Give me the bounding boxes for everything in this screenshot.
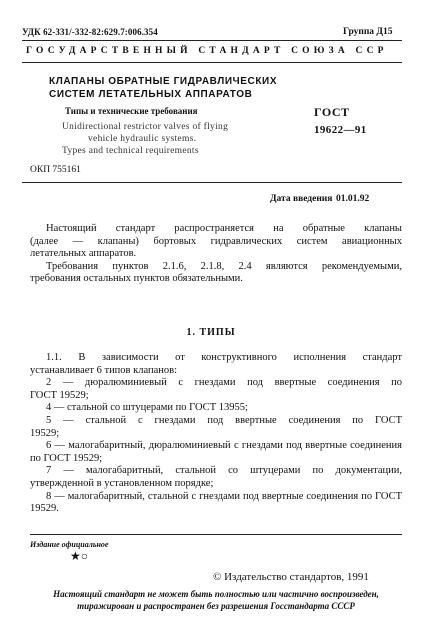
intro-text: [30, 223, 402, 286]
intro-p2-line1: Требования пунктов 2.1.6, 2.1.8, 2.4 являются рекомендуемыми,: [46, 260, 402, 272]
section-line: устанавливает 6 типов клапанов:: [30, 364, 178, 376]
gost-number: 19622—91: [314, 124, 367, 136]
title-line-2: СИСТЕМ ЛЕТАТЕЛЬНЫХ АППАРАТОВ: [49, 89, 253, 100]
section-line: ГОСТ 19529;: [30, 389, 89, 401]
intro-date-label: Дата введения: [270, 194, 333, 204]
section-text: [30, 352, 402, 516]
section-line: 7 — малогабаритный, стальной со штуцерами по документации,: [46, 465, 402, 477]
english-title-line-3: Types and technical requirements: [62, 146, 199, 156]
notice-line-1: Настоящий стандарт не может быть полностью или частично воспроизведен,: [53, 589, 379, 599]
intro-p1-line1: Настоящий стандарт распространяется на обратные клапаны: [46, 223, 402, 234]
intro-p1-line2: (далее — клапаны) бортовых гидравлических систем авиационных: [30, 235, 402, 247]
intro-p2-line2: требования остальных пунктов обязательными.: [30, 273, 243, 285]
top-rule: [22, 40, 402, 41]
section-line: 19529;: [30, 427, 60, 439]
notice-line-2: тиражирован и распространен без разрешения Госстандарта СССР: [77, 601, 355, 611]
date-rule: [22, 182, 402, 183]
gost-label: ГОСТ: [314, 105, 350, 119]
star-circle-icon: ★○: [70, 549, 89, 563]
header-rule: [22, 62, 402, 63]
title-line-1: КЛАПАНЫ ОБРАТНЫЕ ГИДРАВЛИЧЕСКИХ: [49, 76, 278, 87]
footer-rule: [30, 534, 402, 535]
group-code: Группа Д15: [343, 27, 393, 37]
official-edition-label: Издание официальное: [30, 540, 109, 549]
section-line: 8 — малогабаритный, стальной с гнездами под ввертные соединения по ГОСТ 19529.: [30, 490, 402, 515]
section-line: 5 — стальной с гнездами под ввертные соединения по ГОСТ: [46, 414, 402, 426]
section-line: 2 — дюралюминиевый с гнездами под ввертные соединения по: [46, 377, 402, 389]
udk-code: УДК 62-331/-332-82:629.7:006.354: [22, 27, 158, 37]
reproduction-notice: [30, 588, 402, 612]
copyright: © Издательство стандартов, 1991: [213, 571, 369, 583]
intro-date-value: 01.01.92: [336, 194, 370, 204]
english-title-line-1: Unidirectional restrictor valves of flying: [62, 122, 229, 132]
okp-code: ОКП 755161: [30, 165, 81, 175]
state-standard-heading: ГОСУДАРСТВЕННЫЙ СТАНДАРТ СОЮЗА ССР: [26, 46, 388, 56]
subtitle: Типы и технические требования: [65, 106, 198, 116]
section-line: 6 — малогабаритный, дюралюминиевый с гнездами под ввертные соединения по ГОСТ 19529;: [30, 440, 402, 464]
intro-p1-line3: летательных аппаратов.: [30, 248, 137, 260]
section-line: 1.1. В зависимости от конструктивного исполнения стандарт: [46, 352, 402, 363]
section-line: 4 — стальной со штуцерами по ГОСТ 13955;: [46, 402, 248, 414]
section-line: утвержденной в установленном порядке;: [30, 477, 214, 489]
english-title-line-2: vehicle hydraulic systems.: [88, 134, 197, 144]
section-heading: 1. ТИПЫ: [186, 327, 236, 338]
